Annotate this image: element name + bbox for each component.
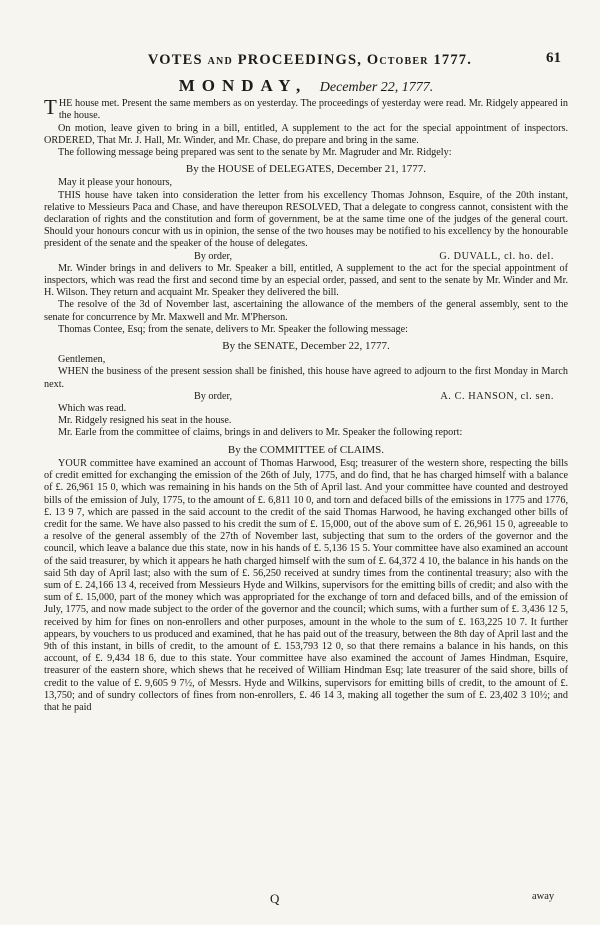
dropcap-letter: T	[44, 95, 57, 120]
house-by-order: By order,	[194, 250, 233, 262]
senate-message-salutation: Gentlemen,	[58, 354, 106, 366]
day-weekday: MONDAY,	[178, 76, 308, 95]
paragraph-ridgely-resigned: Mr. Ridgely resigned his seat in the house.	[58, 415, 232, 427]
paragraph-contee-message: Thomas Contee, Esq; from the senate, delivers to Mr. Speaker the following message:	[58, 323, 408, 335]
senate-heading: By the SENATE, December 22, 1777.	[222, 340, 390, 353]
printer-signature-mark: Q	[270, 891, 280, 906]
running-head-title: VOTES and PROCEEDINGS, October 1777.	[147, 52, 473, 68]
body-text	[44, 78, 568, 714]
senate-signer: A. C. HANSON, cl. sen.	[440, 390, 554, 402]
paragraph-which-was-read: Which was read.	[58, 403, 127, 415]
catchword: away	[532, 891, 555, 902]
paragraph-house-met-text: HE house met. Present the same members as on yesterday. The proceedings of yesterday were read. Mr. Ridgely appeared in the house.	[58, 98, 568, 122]
day-date: December 22, 1777.	[319, 80, 434, 95]
house-message-signature	[44, 251, 568, 263]
paragraph-resolve-november: The resolve of the 3d of November last, ascertaining the allowance of the members of the general assembly, sent to the senate for concurrence by Mr. Maxwell and Mr. M'Pherson.	[44, 299, 568, 323]
paragraph-house-met	[44, 95, 568, 122]
paragraph-leave-bill: On motion, leave given to bring in a bill, entitled, A supplement to the act for the special appointment of inspectors. ORDERED, That Mr. J. Hall, Mr. Winder, and Mr. Chase, do prepare and bring in the same.	[44, 122, 568, 146]
house-message-body: THIS house have taken into consideration the letter from his excellency Thomas Johnson, Esquire, of the 20th instant, relative to Messieurs Paca and Chase, and have thereupon RESOLVED, That a delegate to congress cannot, consistent with the declaration of rights and the constitution and form of government, be at the same time one of the judges of the general court. Should your honours concur with us in opinion, the sense of the two houses may be notified to his excellency by the honourable president of the senate and the speaker of the house of delegates.	[44, 189, 568, 250]
house-of-delegates-heading: By the HOUSE of DELEGATES, December 21, 1777.	[185, 163, 427, 176]
paragraph-winder-bill: Mr. Winder brings in and delivers to Mr. Speaker a bill, entitled, A supplement to the act for the special appointment of inspectors, which was read the first and second time by an especial order, passed, and sent to the senate by Mr. Winder and Mr. H. Wilson. They return and acquaint Mr. Speaker they delivered the bill.	[44, 262, 568, 299]
house-signer: G. DUVALL, cl. ho. del.	[439, 250, 554, 262]
senate-message-signature	[44, 391, 568, 403]
page-number: 61	[546, 50, 561, 66]
day-heading	[44, 76, 568, 95]
committee-report-body: YOUR committee have examined an account of Thomas Harwood, Esq; treasurer of the western shore, respecting the bills of credit emitted for exchanging the emission of the 26th of July, 1775, and do find, that he has charged himself with a balance of £. 26,961 15 0, which was remaining in his hands on the 5th of April last. And your committee have counted and destroyed bills of the emission of July, 1775, to the amount of £. 6,811 10 0, and torn and defaced bills of the emissions in 1775 and 1776, £. 13 9 7, which are passed in the said account to the credit of the said Thomas Harwood, he having exchanged other bills of credit for the same. We have also passed to his credit the sum of £. 15,000, out of the above sum of £. 26,961 15 0, agreeable to a resolve of the general assembly of the 27th of November last, subjecting that sum to the orders of the governor and the council, which leave a balance due this state, now in his hands of £. 5,136 15 5. Your committee have also examined an account of the said treasurer, by which it appears he hath charged himself with the sum of £. 64,372 4 10, the balance in his hands on the said 5th day of April last; also with the sum of £. 56,250 received at sundry times from the continental treasury; also with the sum of £. 24,166 13 4, received from Messieurs Hyde and Wilkins, supervisors for the emitting bills of credit; and also with the sum of £. 15,000, part of the money which was appropriated for the exchange of torn and defaced bills, and of the emission of July, 1775, and now made subject to the order of the governor and the council; which sums, with a further sum of £. 3,436 12 5, received by him for fines on non-enrollers and other purposes, amount in the whole to the sum of £. 163,225 10 7. It further appears, by vouchers to us produced and examined, that he has paid out of the treasury, between the 8th day of April last and the 9th of this instant, in bills of credit, to the amount of £. 153,793 12 0, so that there remains a balance in his hands, on this account, of £. 9,434 18 6, due to this state. Your committee have also examined the account of James Hindman, Esquire, treasurer of the eastern shore, which shews that he received of William Hindman Esq; late treasurer of the said shore, bills of credit to the value of £. 9,605 9 7½, of Messrs. Hyde and Wilkins, supervisors for emitting bills of credit, to the amount of £. 13,750; and of sundry collectors of fines from non-enrollers, £. 46 14 3, making all together the sum of £. 23,402 3 10½; and that he paid	[44, 457, 568, 713]
paragraph-earle-report: Mr. Earle from the committee of claims, brings in and delivers to Mr. Speaker the following report:	[58, 427, 463, 439]
committee-of-claims-heading: By the COMMITTEE of CLAIMS.	[227, 443, 385, 456]
paragraph-message-prepared: The following message being prepared was sent to the senate by Mr. Magruder and Mr. Ridgely:	[58, 147, 452, 159]
house-message-salutation: May it please your honours,	[58, 177, 173, 189]
senate-message-body: WHEN the business of the present session shall be finished, this house have agreed to adjourn to the first Monday in March next.	[44, 366, 568, 390]
senate-by-order: By order,	[194, 390, 233, 402]
